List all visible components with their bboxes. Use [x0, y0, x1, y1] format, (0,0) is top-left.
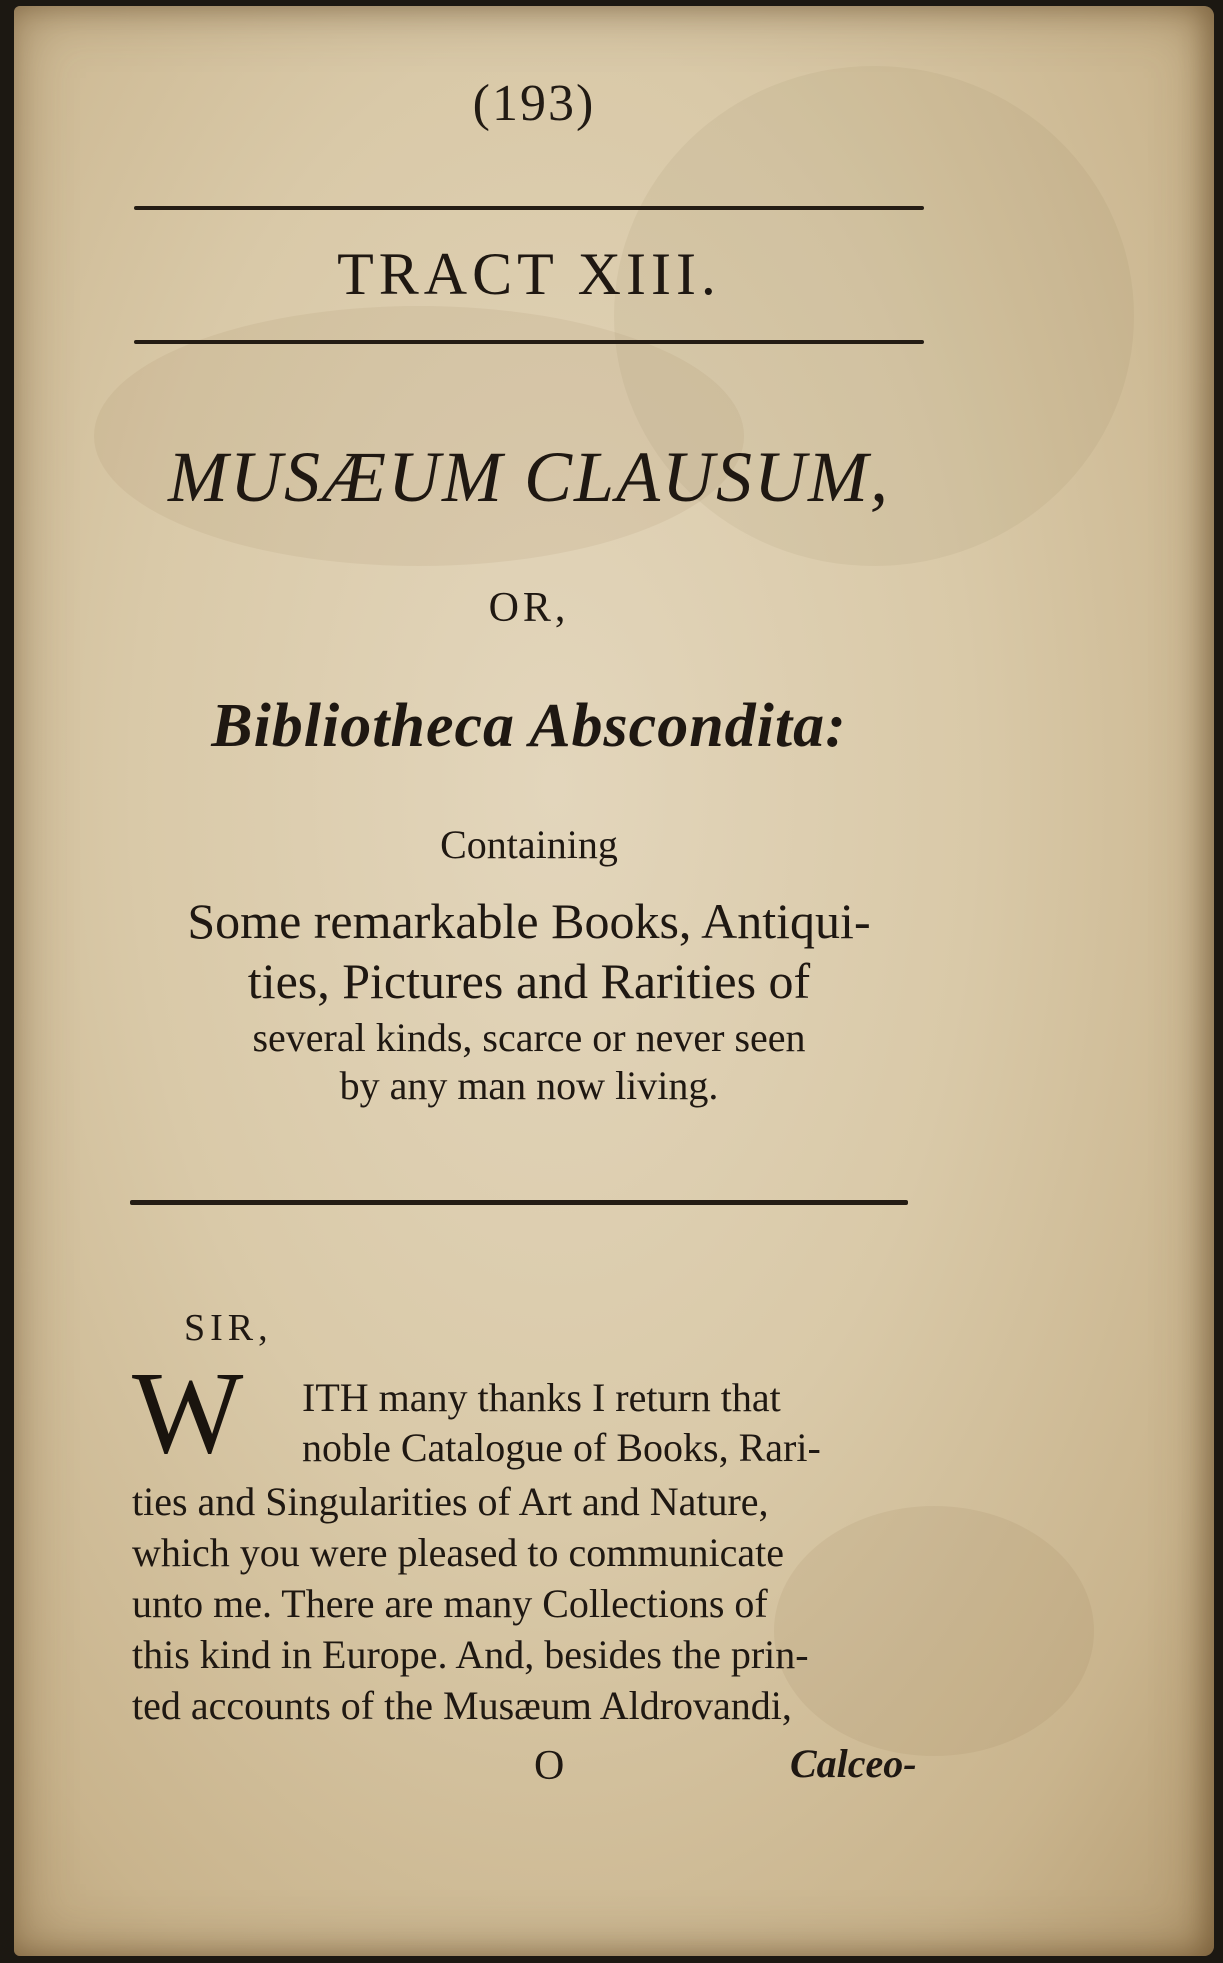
body-line: unto me. There are many Collections of	[132, 1581, 768, 1626]
description-line: ties, Pictures and Rarities of	[247, 953, 811, 1009]
body-line: this kind in Europe. And, besides the prin-	[132, 1632, 809, 1677]
body-line: which you were pleased to communicate	[132, 1530, 784, 1575]
body-line: noble Catalogue of Books, Rari-	[302, 1425, 821, 1470]
drop-cap: W	[132, 1347, 244, 1478]
page-number: (193)	[472, 75, 596, 132]
signature-mark: O	[534, 1743, 565, 1789]
top-rule	[134, 206, 924, 210]
body-line: ties and Singularities of Art and Nature,	[132, 1479, 769, 1524]
containing-label: Containing	[440, 822, 618, 867]
description-line: several kinds, scarce or never seen	[252, 1015, 806, 1060]
paper-stain	[774, 1506, 1094, 1756]
description-line: by any man now living.	[339, 1063, 719, 1108]
body-line: ITH many thanks I return that	[302, 1375, 781, 1420]
title-or: OR,	[488, 585, 570, 631]
letter-salutation: SIR,	[184, 1307, 273, 1349]
subtitle: Bibliotheca Abscondita:	[211, 692, 847, 760]
main-title: MUSÆUM CLAUSUM,	[168, 437, 890, 517]
heading-rule	[134, 340, 924, 344]
body-line: ted accounts of the Musæum Aldrovandi,	[132, 1683, 792, 1728]
description-line: Some remarkable Books, Antiqui-	[187, 893, 871, 949]
book-page	[14, 6, 1214, 1956]
section-rule	[130, 1200, 908, 1205]
catchword: Calceo-	[790, 1741, 917, 1786]
tract-heading: TRACT XIII.	[337, 241, 721, 307]
